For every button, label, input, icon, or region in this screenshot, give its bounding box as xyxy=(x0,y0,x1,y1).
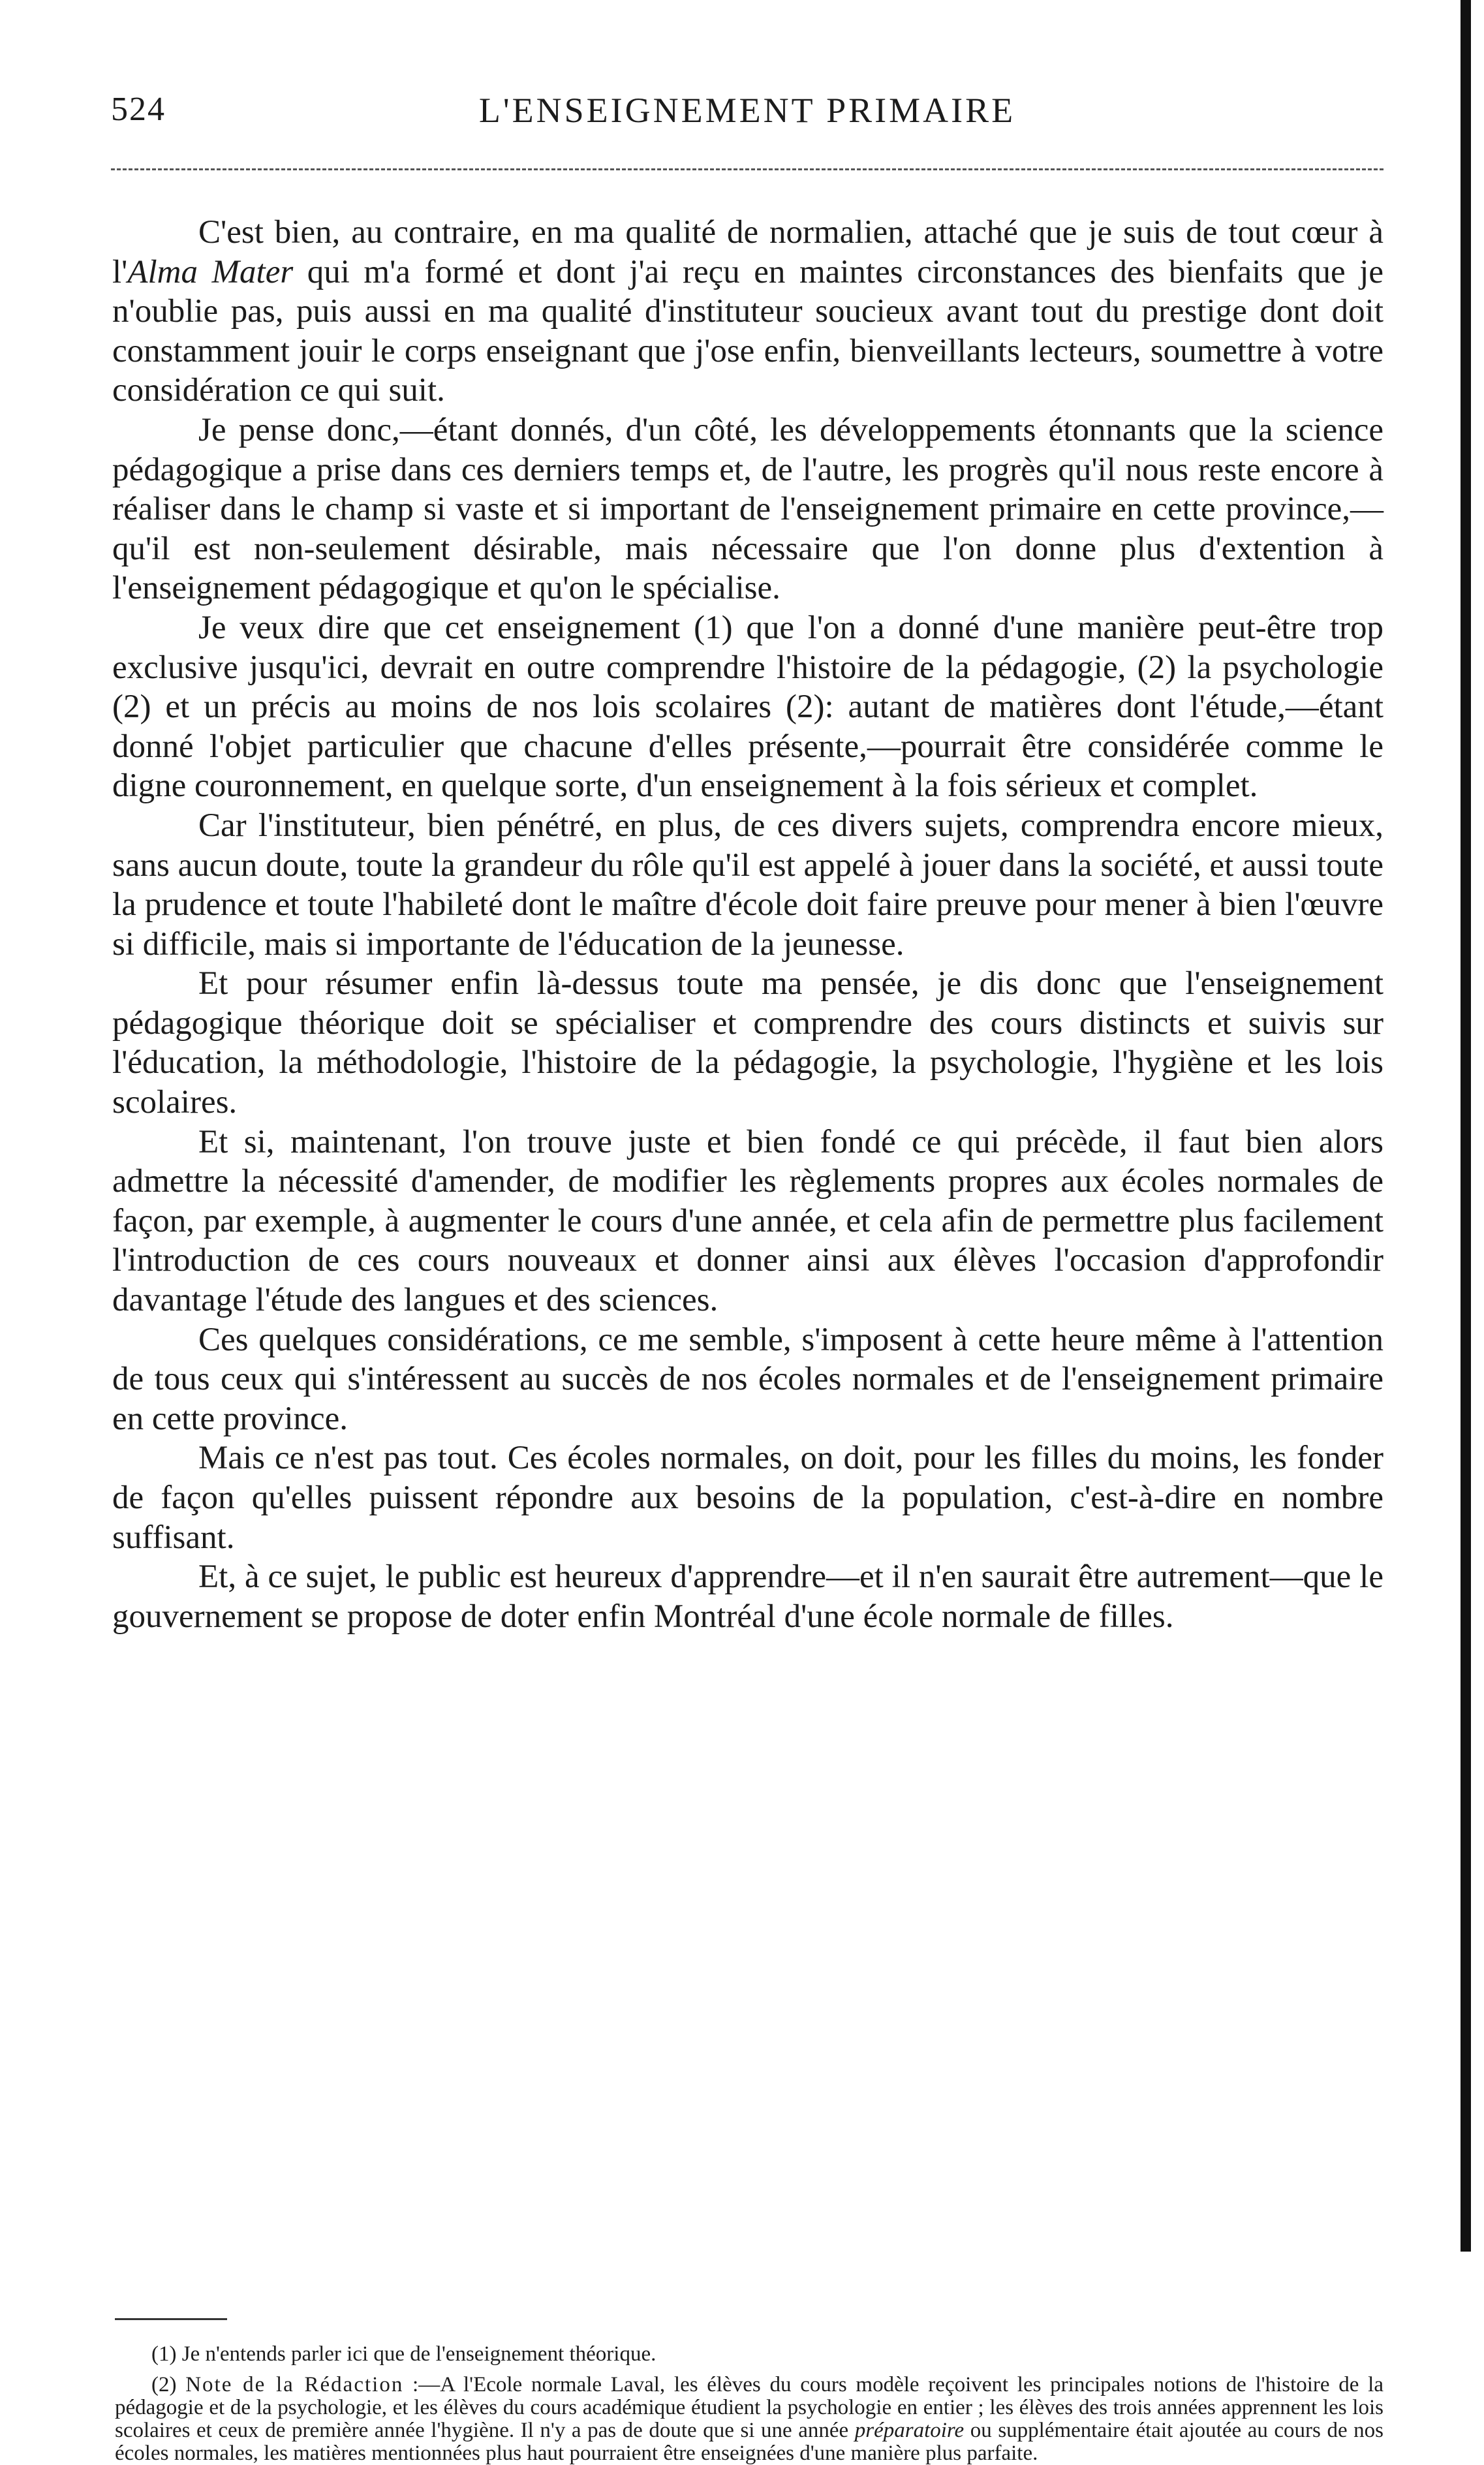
alma-mater-italic: Alma Mater xyxy=(127,253,294,290)
paragraph-9: Et, à ce sujet, le public est heureux d'apprendre—et il n'en saurait être autrement—que le gouvernement se propose de doter enfin Montréal d'une école normale de filles. xyxy=(112,1558,1384,1635)
paragraph-1 xyxy=(112,213,1384,411)
paragraph-8: Mais ce n'est pas tout. Ces écoles normales, on doit, pour les filles du moins, les fonder de façon qu'elles puissent répondre aux besoins de la population, c'est-à-dire en nombre suffisant. xyxy=(112,1440,1384,1556)
paragraph-1-part-a: C'est bien, au contraire, en ma qualité de normalien, attaché que je suis de tout cœur à l' xyxy=(112,214,1384,290)
paragraph-1-part-b: qui m'a formé et dont j'ai reçu en maintes circonstances des bienfaits que je n'oublie pas, puis aussi en ma qualité d'instituteur soucieux avant tout du prestige dont doit constamment jouir le corps enseignant que j'ose enfin, bienveillants lecteurs, soumettre à votre considération ce qui suit. xyxy=(112,253,1384,409)
paragraph-2: Je pense donc,—étant donnés, d'un côté, les développements étonnants que la science pédagogique a prise dans ces derniers temps et, de l'autre, les progrès qu'il nous reste encore à réaliser dans le champ si vaste et si important de l'enseignement primaire en cette province,—qu'il est non-seulement désirable, mais nécessaire que l'on donne plus d'extention à l'enseignement pédagogique et qu'on le spécialise. xyxy=(112,411,1384,607)
running-title: L'ENSEIGNEMENT PRIMAIRE xyxy=(478,91,1016,130)
page-number: 524 xyxy=(111,91,166,128)
footnotes xyxy=(115,2343,1384,2465)
page-edge-bar xyxy=(1461,0,1471,2252)
footnote-2-marker: (2) xyxy=(151,2373,186,2396)
paragraph-7: Ces quelques considérations, ce me semble, s'imposent à cette heure même à l'attention de tous ceux qui s'intéressent au succès de nos écoles normales et de l'enseignement primaire en cette province. xyxy=(112,1321,1384,1437)
footnote-2-part-b: ou supplémentaire était ajoutée au cours de nos écoles normales, les matières mentionnées plus haut pourraient être enseignées d'une manière plus parfaite. xyxy=(115,2419,1384,2465)
paragraph-5: Et pour résumer enfin là-dessus toute ma pensée, je dis donc que l'enseignement pédagogique théorique doit se spécialiser et comprendre des cours distincts et suivis sur l'éducation, la méthodologie, l'histoire de la pédagogie, la psychologie, l'hygiène et les lois scolaires. xyxy=(112,965,1384,1121)
paragraph-6: Et si, maintenant, l'on trouve juste et bien fondé ce qui précède, il faut bien alors admettre la nécessité d'amender, de modifier les règlements propres aux écoles normales de façon, par exemple, à augmenter le cours d'une année, et cela afin de permettre plus facilement l'introduction de ces cours nouveaux et donner ainsi aux élèves l'occasion d'approfondir davantage l'étude des langues et des sciences. xyxy=(112,1123,1384,1319)
body-text xyxy=(112,213,1384,1636)
paragraph-3: Je veux dire que cet enseignement (1) que l'on a donné d'une manière peut-être trop exclusive jusqu'ici, devrait en outre comprendre l'histoire de la pédagogie, (2) la psychologie (2) et un précis au moins de nos lois scolaires (2): autant de matières dont l'étude,—étant donné l'objet particulier que chacune d'elles présente,—pourrait être considérée comme le digne couronnement, en quelque sorte, d'un enseignement à la fois sérieux et complet. xyxy=(112,609,1384,805)
header-rule xyxy=(111,168,1384,170)
footnote-2-part-a: :—A l'Ecole normale Laval, les élèves du cours modèle reçoivent les principales notions de l'histoire de la pédagogie et de la psychologie, et les élèves du cours académique étudient la psychologie en entier ; les élèves des trois années apprennent les lois scolaires et ceux de première année l'hygiène. Il n'y a pas de doute que si une année xyxy=(115,2373,1384,2442)
footnote-2-italic: préparatoire xyxy=(854,2419,965,2442)
footnote-1: (1) Je n'entends parler ici que de l'enseignement théorique. xyxy=(151,2342,657,2366)
footnote-2 xyxy=(115,2374,1384,2465)
paragraph-4: Car l'instituteur, bien pénétré, en plus, de ces divers sujets, comprendra encore mieux, sans aucun doute, toute la grandeur du rôle qu'il est appelé à jouer dans la société, et aussi toute la prudence et toute l'habileté dont le maître d'école doit faire preuve pour mener à bien l'œuvre si difficile, mais si importante de l'éducation de la jeunesse. xyxy=(112,807,1384,963)
page-header xyxy=(111,90,1384,136)
footnote-2-label: Note de la Rédaction xyxy=(185,2373,404,2396)
footnote-rule xyxy=(115,2318,227,2320)
